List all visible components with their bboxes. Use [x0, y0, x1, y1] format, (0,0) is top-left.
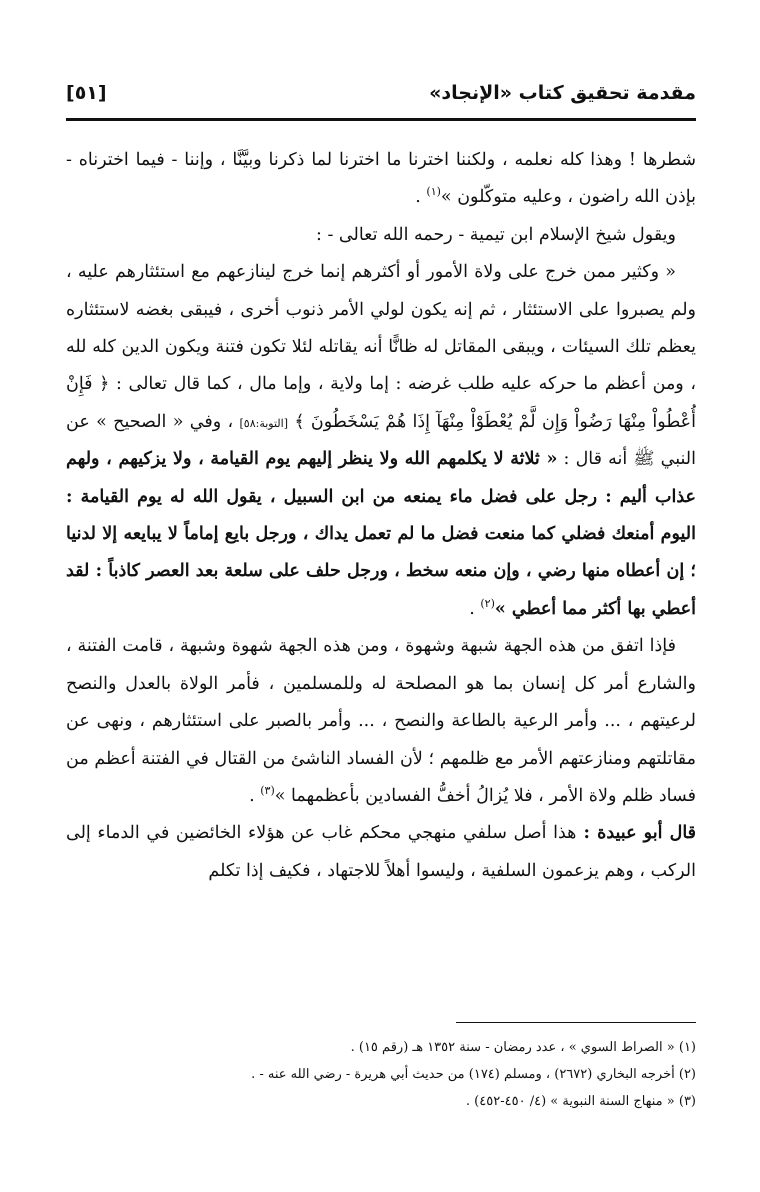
- main-text: [66, 142, 696, 890]
- footnote-ref-3[interactable]: (٣): [260, 784, 275, 798]
- paragraph-3-text-b: ، وفي « الصحيح » عن النبي ﷺ أنه قال :: [66, 411, 696, 470]
- paragraph-4-end: .: [249, 785, 261, 806]
- footnote-ref-2[interactable]: (٢): [480, 597, 495, 611]
- footnotes: [66, 1034, 696, 1115]
- paragraph-2: ويقول شيخ الإسلام ابن تيمية - رحمه الله تعالى - :: [316, 224, 676, 245]
- paragraph-5: [66, 815, 696, 890]
- paragraph-4: [66, 628, 696, 815]
- book-page: [66, 0, 696, 1192]
- paragraph-3-text-a: « وكثير ممن خرج على ولاة الأمور أو أكثرهم إنما خرج لينازعهم مع استئثارهم عليه ، ولم يصبروا على الاستئثار ، ثم إنه يكون لولي الأمر ذنوب أخرى ، فيبقى بغضه لاستئثاره يعظم تلك السيئات ، ويبقى المقاتل له ظانًّا أنه يقاتله لئلا تكون فتنة ويكون الدين كله لله ، ومن أعظم ما حركه عليه طلب غرضه : إما ولاية ، وإما مال ، كما قال تعالى :: [66, 262, 697, 395]
- paragraph-1-end: .: [415, 187, 427, 208]
- footnote-3: (٣) « منهاج السنة النبوية » (٤/ ٤٥٠-٤٥٢) .: [465, 1094, 696, 1109]
- footnote-1: (١) « الصراط السوي » ، عدد رمضان - سنة ١٣٥٢ هـ (رقم ١٥) .: [350, 1040, 696, 1055]
- quran-reference: [التوبة:٥٨]: [239, 416, 288, 430]
- page-number: [٥١]: [66, 82, 107, 104]
- paragraph-1-text: شطرها ! وهذا كله نعلمه ، ولكننا اخترنا ما اخترنا لما ذكرنا وبيَّنَّا ، وإننا - فيما اخترناه - بإذن الله راضون ، وعليه متوكّلون »: [66, 150, 696, 208]
- paragraph-1: [66, 142, 696, 217]
- footnote-ref-1[interactable]: (١): [426, 185, 441, 199]
- paragraph-4-text: فإذا اتفق من هذه الجهة شبهة وشهوة ، ومن هذه الجهة شهوة وشبهة ، قامت الفتنة ، والشارع أمر كل إنسان بما هو المصلحة له وللمسلمين ، فأمر الولاة بالعدل والنصح لرعيتهم ، ... وأمر الرعية بالطاعة والنصح ، ... وأمر بالصبر على استئثارهم ، ونهى عن مقاتلتهم ومنازعتهم الأمر مع ظلمهم ؛ لأن الفساد الناشئ من القتال في الفتنة أعظم من فساد ظلم ولاة الأمر ، فلا يُزالُ أخفُّ الفسادين بأعظمهما »: [66, 636, 696, 806]
- quran-verse: ﴿ فَإِنْ أُعْطُواْ مِنْهَا رَضُواْ وَإِن لَّمْ يُعْطَوْاْ مِنْهَآ إِذَا هُمْ يَسْخَطُونَ ﴾: [66, 374, 696, 432]
- paragraph-3: [66, 254, 696, 628]
- header-divider: [66, 118, 696, 121]
- footnote-divider: [456, 1022, 696, 1023]
- paragraph-5-text: هذا أصل سلفي منهجي محكم غاب عن هؤلاء الخائضين في الدماء إلى الركب ، وهم يزعمون السلفية ، وليسوا أهلاً للاجتهاد ، فكيف إذا تكلم: [66, 823, 696, 881]
- footnote-2: (٢) أخرجه البخاري (٢٦٧٢) ، ومسلم (١٧٤) من حديث أبي هريرة - رضي الله عنه - .: [251, 1067, 696, 1082]
- header-title: مقدمة تحقيق كتاب «الإنجاد»: [429, 82, 696, 104]
- paragraph-3-end: .: [469, 598, 481, 619]
- paragraph-5-lead: قال أبو عبيدة :: [576, 823, 697, 844]
- running-header: [66, 78, 696, 108]
- hadith-quote: « ثلاثة لا يكلمهم الله ولا ينظر إليهم يوم القيامة ، ولا يزكيهم ، ولهم عذاب أليم : رجل على فضل ماء يمنعه من ابن السبيل ، يقول الله له يوم القيامة : اليوم أمنعك فضلي كما منعت فضل ما لم تعمل يداك ، ورجل بايع إماماً لا يبايعه إلا لدنيا ؛ إن أعطاه منها رضي ، وإن منعه سخط ، ورجل حلف على سلعة بعد العصر كاذباً : لقد أعطي بها أكثر مما أعطي »: [66, 449, 696, 619]
